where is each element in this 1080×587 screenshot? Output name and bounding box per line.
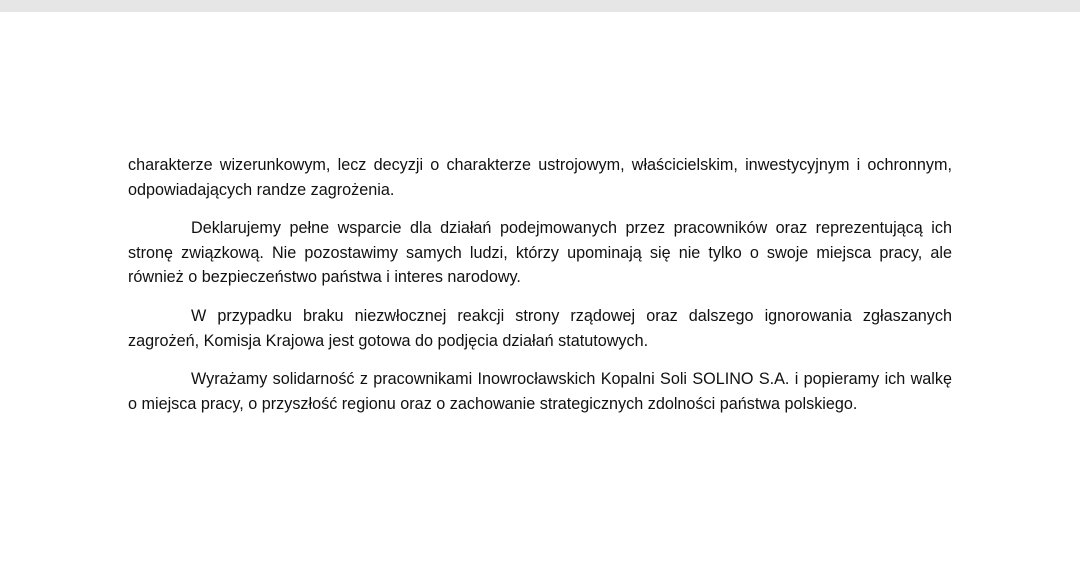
viewer-top-bar <box>0 0 1080 12</box>
paragraph-continued: charakterze wizerunkowym, lecz decyzji o charakterze ustrojowym, właścicielskim, inwestycyjnym i ochronnym, odpowiadających randze zagrożenia. <box>128 156 952 199</box>
paragraph-solidarity: Wyrażamy solidarność z pracownikami Inowrocławskich Kopalni Soli SOLINO S.A. i popieramy ich walkę o miejsca pracy, o przyszłość regionu oraz o zachowanie strategicznych zdolności państwa polskiego. <box>128 370 952 413</box>
document-body <box>128 153 952 430</box>
document-page <box>0 12 1080 587</box>
paragraph-statutory-actions: W przypadku braku niezwłocznej reakcji strony rządowej oraz dalszego ignorowania zgłaszanych zagrożeń, Komisja Krajowa jest gotowa do podjęcia działań statutowych. <box>128 306 952 350</box>
paragraph-support-declaration: Deklarujemy pełne wsparcie dla działań podejmowanych przez pracowników oraz reprezentującą ich stronę związkową. Nie pozostawimy samych ludzi, którzy upominają się nie tylko o swoje miejsca pracy, ale również o bezpieczeństwo państwa i interes narodowy. <box>128 219 952 287</box>
